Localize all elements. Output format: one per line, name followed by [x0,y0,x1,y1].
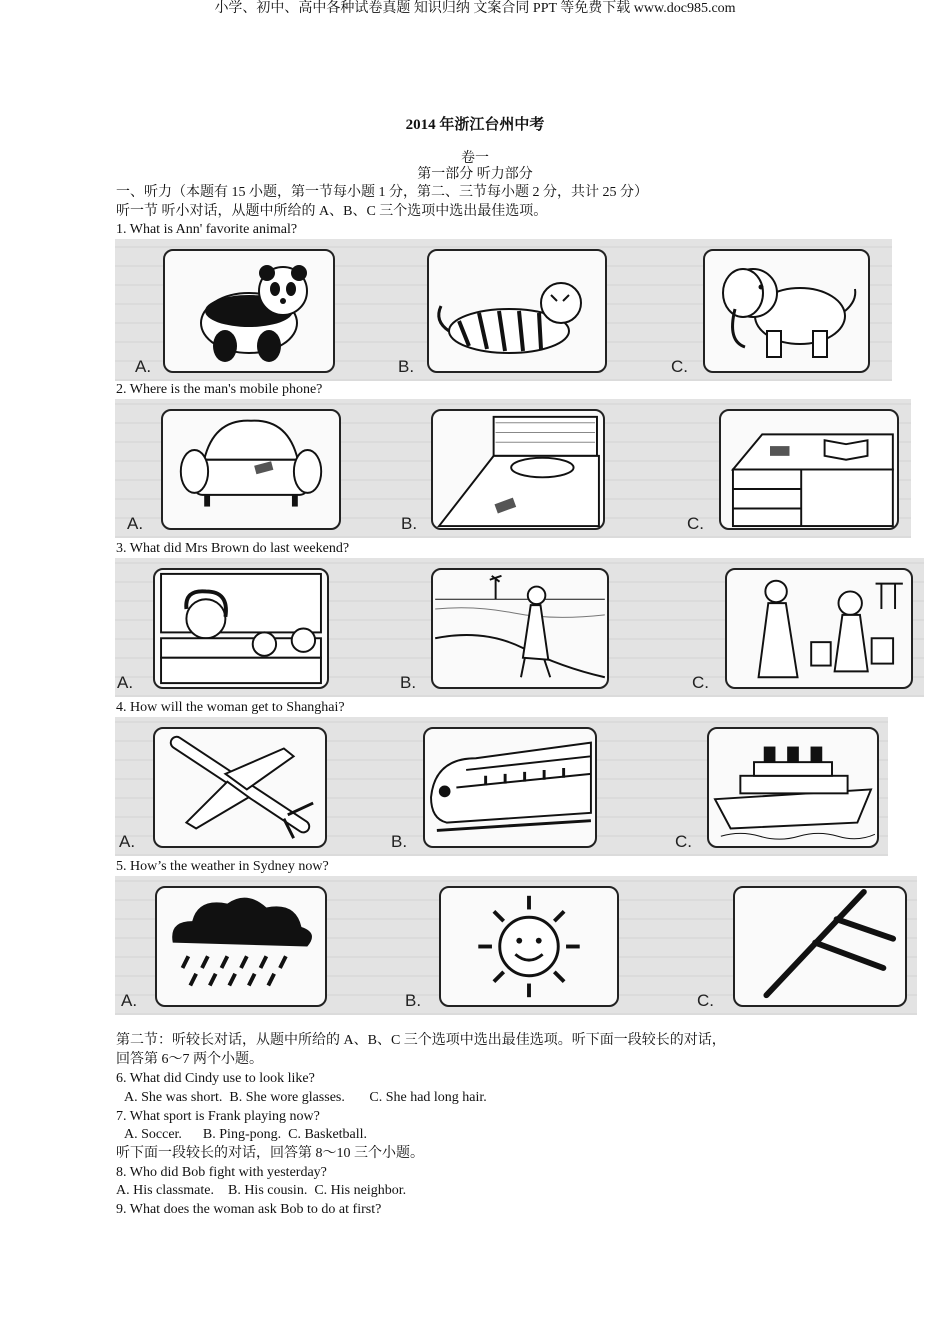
rain-cloud-icon [155,886,327,1007]
tiger-icon [427,249,607,373]
option-a-label: A. [121,991,138,1010]
elephant-icon [703,249,870,373]
option-a-label: A. [127,514,144,533]
option-a-label: A. [119,832,136,851]
option-b-label: B. [391,832,408,851]
sofa-icon [161,409,341,530]
exam-title: 2014 年浙江台州中考 [405,117,545,133]
question-7-options: A. Soccer. B. Ping-pong. C. Basketball. [124,1127,368,1142]
question-9: 9. What does the woman ask Bob to do at first? [116,1202,382,1217]
question-6-options: A. She was short. B. She wore glasses. C. She had long hair. [124,1090,487,1105]
panda-icon [163,249,335,373]
section1-instruction: 听一节 听小对话，从题中所给的 A、B、C 三个选项中选出最佳选项。 [116,204,548,219]
part-label: 第一部分 听力部分 [417,167,533,182]
volume-label: 卷一 [461,151,489,166]
question-8-options: A. His classmate. B. His cousin. C. His neighbor. [116,1183,407,1198]
site-header: 小学、初中、高中各种试卷真题 知识归纳 文案合同 PPT 等免费下载 www.doc985.com [214,1,736,16]
ship-icon [707,727,879,848]
option-c-label: C. [692,673,709,692]
option-b-label: B. [398,357,415,376]
section2-instruction-line2: 回答第 6～7 两个小题。 [116,1052,263,1067]
section-intro: 一、听力（本题有 15 小题，第一节每小题 1 分，第二、三节每小题 2 分，共计 25 分） [116,185,648,200]
option-b-label: B. [401,514,418,533]
option-b-label: B. [400,673,417,692]
question-4: 4. How will the woman get to Shanghai? [116,700,345,715]
question-3-pictures [115,558,924,697]
question-1-pictures [115,239,892,381]
wind-icon [733,886,907,1007]
question-8: 8. Who did Bob fight with yesterday? [116,1165,327,1180]
question-3: 3. What did Mrs Brown do last weekend? [116,541,350,556]
question-2-pictures [115,399,911,538]
question-5: 5. How’s the weather in Sydney now? [116,859,329,874]
shopping-icon [725,568,913,689]
question-7: 7. What sport is Frank playing now? [116,1109,320,1124]
sun-icon [439,886,619,1007]
passage2-instruction: 听下面一段较长的对话，回答第 8～10 三个小题。 [116,1146,424,1161]
question-6: 6. What did Cindy use to look like? [116,1071,315,1086]
cinema-icon [153,568,329,689]
question-2: 2. Where is the man's mobile phone? [116,382,323,397]
question-4-pictures [115,717,888,856]
beach-icon [431,568,609,689]
option-c-label: C. [697,991,714,1010]
option-b-label: B. [405,991,422,1010]
option-a-label: A. [117,673,134,692]
airplane-icon [153,727,327,848]
question-5-pictures [115,876,917,1015]
train-icon [423,727,597,848]
desk-icon [719,409,899,530]
option-c-label: C. [687,514,704,533]
option-c-label: C. [675,832,692,851]
bed-icon [431,409,605,530]
option-c-label: C. [671,357,688,376]
section2-instruction-line1: 第二节：听较长对话，从题中所给的 A、B、C 三个选项中选出最佳选项。听下面一段较长的对话， [116,1033,726,1048]
question-1: 1. What is Ann' favorite animal? [116,222,298,237]
option-a-label: A. [135,357,152,376]
